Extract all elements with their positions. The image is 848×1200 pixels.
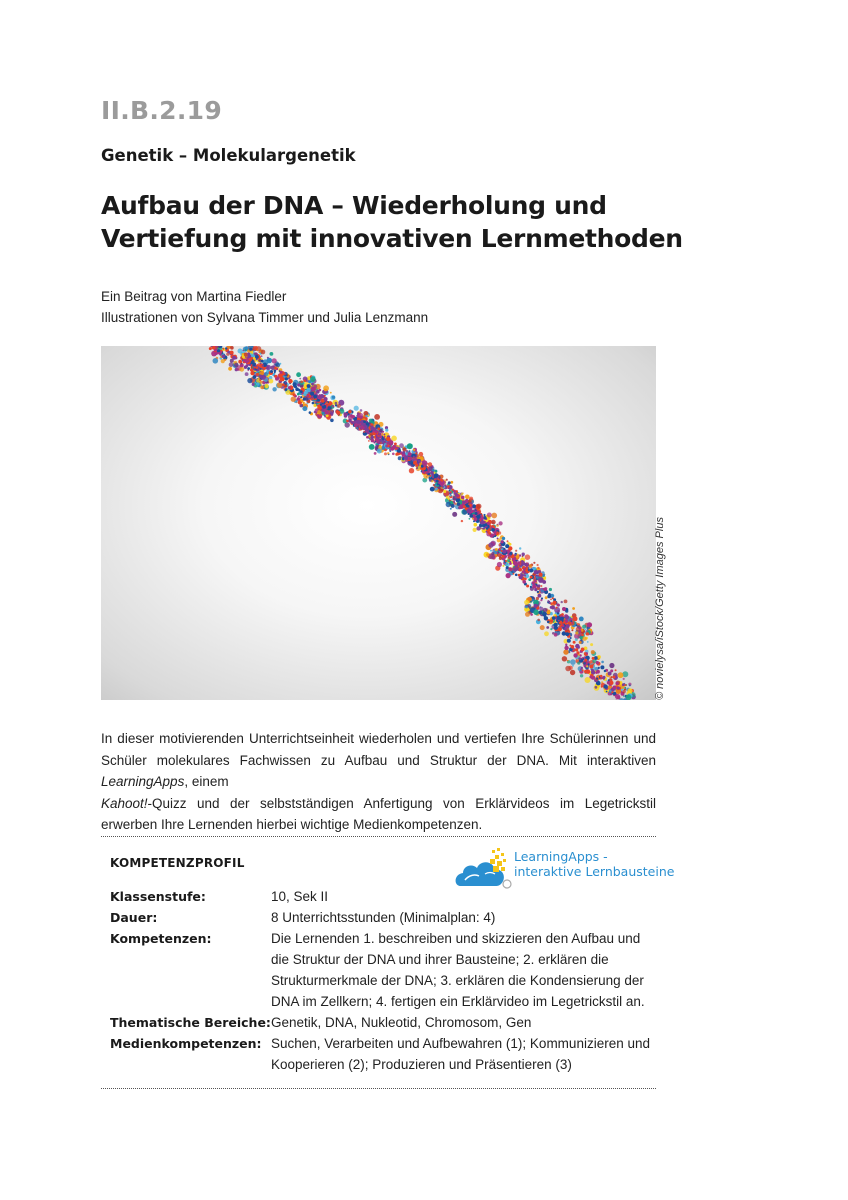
profile-row-medienkompetenzen (110, 1033, 660, 1075)
credits (101, 286, 428, 328)
title-line-1: Aufbau der DNA – Wiederholung und (101, 191, 607, 220)
logo-line-1: LearningApps - (514, 849, 608, 864)
logo-line-2: interaktive Lernbausteine (514, 864, 675, 879)
image-copyright: © novielysa/iStock/Getty Images Plus (654, 517, 666, 700)
row-label: Kompetenzen: (110, 931, 212, 946)
kahoot-emphasis: Kahoot! (101, 795, 148, 811)
row-value: Suchen, Verarbeiten und Aufbewahren (1); Kommunizieren und Kooperieren (2); Produzieren und Präsentieren (3) (271, 1036, 650, 1072)
intro-paragraph: In dieser motivierenden Unterrichtseinheit wiederholen und vertiefen Ihre Schülerinnen und Schüler molekulares Fachwissen zu Aufbau und Struktur der DNA. Mit interaktiven LearningApps, einem Kahoot!-Quizz und der selbstständigen Anfertigung von Erklärvideos im Legetrickstil erwerben Ihre Lernenden hierbei wichtige Medienkompetenzen. (101, 731, 656, 832)
competence-profile-table (110, 886, 660, 1075)
author-credit: Ein Beitrag von Martina Fiedler (101, 289, 287, 304)
dotted-divider-top (101, 836, 656, 837)
row-label: Thematische Bereiche: (110, 1015, 271, 1030)
dotted-divider-bottom (101, 1088, 656, 1089)
row-label: Klassenstufe: (110, 889, 206, 904)
profile-heading: KOMPETENZPROFIL (110, 856, 245, 870)
dna-helix-icon (101, 346, 656, 700)
profile-row-kompetenzen (110, 928, 660, 1012)
profile-row-thematische-bereiche (110, 1012, 660, 1033)
dna-helix-image (101, 346, 656, 700)
row-label: Dauer: (110, 910, 158, 925)
row-value: Die Lernenden 1. beschreiben und skizzieren den Aufbau und die Struktur der DNA und ihrer Bausteine; 2. erklären die Strukturmerkmale der DNA; 3. erklären die Kondensierung der DNA im Zellkern; 4. fertigen ein Erklärvideo im Legetrickstil an. (271, 931, 645, 1009)
row-label: Medienkompetenzen: (110, 1036, 262, 1051)
illustrator-credit: Illustrationen von Sylvana Timmer und Julia Lenzmann (101, 310, 429, 325)
title-line-2: Vertiefung mit innovativen Lernmethoden (101, 224, 683, 253)
subject-heading: Genetik – Molekulargenetik (101, 146, 356, 165)
row-value: 8 Unterrichtsstunden (Minimalplan: 4) (271, 910, 496, 925)
row-value: Genetik, DNA, Nukleotid, Chromosom, Gen (271, 1015, 532, 1030)
unit-code: II.B.2.19 (101, 96, 223, 125)
learningapps-emphasis: LearningApps (101, 774, 185, 789)
row-value: 10, Sek II (271, 889, 329, 904)
profile-row-dauer (110, 907, 660, 928)
learningapps-cloud-logo-icon (455, 846, 515, 890)
page-title (101, 189, 683, 255)
profile-row-klassenstufe (110, 886, 660, 907)
